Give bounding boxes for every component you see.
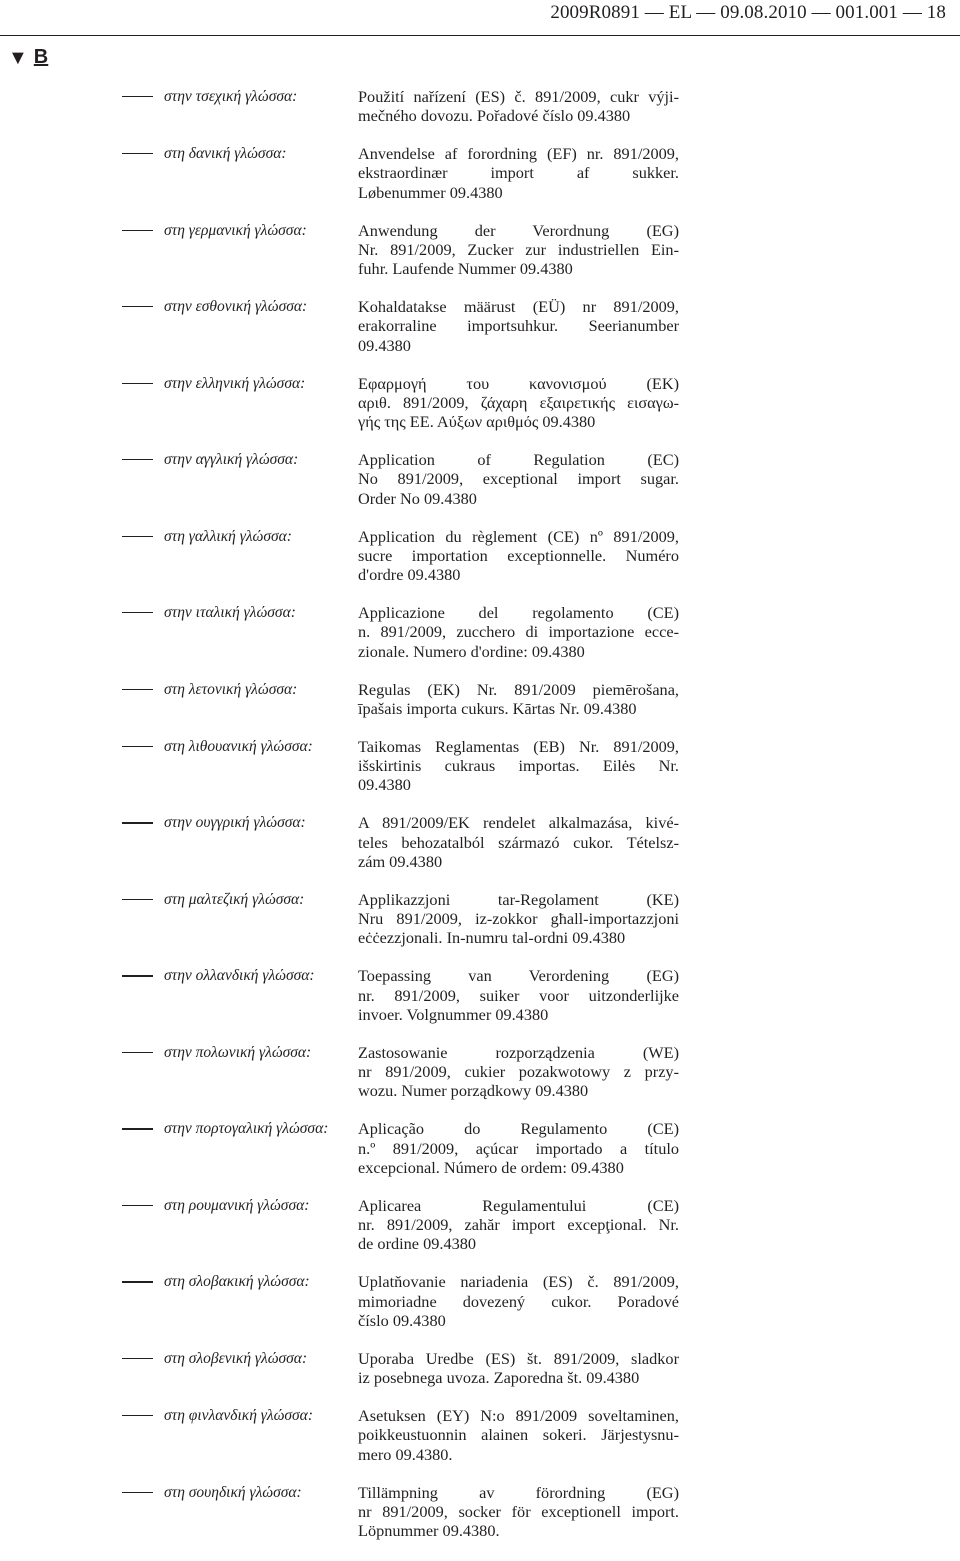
dash-marker bbox=[122, 975, 153, 976]
translation-line: nr. 891/2009, suiker voor uitzonderlijke bbox=[358, 985, 679, 1005]
translation-line: de ordine 09.4380 bbox=[358, 1234, 477, 1254]
translation-line: Anvendelse af forordning (EF) nr. 891/2009, bbox=[358, 144, 679, 164]
translation-line: Løbenummer 09.4380 bbox=[358, 182, 503, 202]
translation-line: d'ordre 09.4380 bbox=[358, 565, 461, 585]
dash-marker bbox=[122, 1358, 153, 1359]
language-label: στη ρουμανική γλώσσα: bbox=[164, 1196, 310, 1214]
language-label: στην αγγλική γλώσσα: bbox=[164, 451, 299, 469]
translation-line: Löpnummer 09.4380. bbox=[358, 1521, 500, 1541]
translation-text bbox=[358, 87, 679, 126]
translation-line: Regulas (EK) Nr. 891/2009 piemērošana, bbox=[358, 679, 679, 699]
translation-line: nr 891/2009, socker för exceptionell import. bbox=[358, 1501, 679, 1521]
translation-text bbox=[358, 813, 679, 871]
dash-marker bbox=[122, 459, 153, 460]
dash-marker bbox=[122, 822, 153, 823]
translation-line: Tillämpning av förordning (EG) bbox=[358, 1482, 679, 1502]
translation-line: mečného dovozu. Pořadové číslo 09.4380 bbox=[358, 106, 631, 126]
translation-line: Aplicarea Regulamentului (CE) bbox=[358, 1195, 679, 1215]
language-label: στη μαλτεζική γλώσσα: bbox=[164, 890, 305, 908]
translation-line: αριθ. 891/2009, ζάχαρη εξαιρετικής εισαγω- bbox=[358, 392, 679, 412]
translation-line: n. 891/2009, zucchero di importazione ecce- bbox=[358, 622, 679, 642]
language-label: στη φινλανδική γλώσσα: bbox=[164, 1407, 313, 1425]
translation-line: zám 09.4380 bbox=[358, 851, 443, 871]
translation-text bbox=[358, 1043, 679, 1101]
translation-line: Anwendung der Verordnung (EG) bbox=[358, 220, 679, 240]
translation-line: sucre importation exceptionnelle. Numéro bbox=[358, 545, 679, 565]
translation-line: Application of Regulation (EC) bbox=[358, 450, 679, 470]
dash-marker bbox=[122, 689, 153, 690]
translation-line: iz posebnega uvoza. Zaporedna št. 09.4380 bbox=[358, 1368, 640, 1388]
dash-marker bbox=[122, 383, 153, 384]
dash-marker bbox=[122, 230, 153, 231]
language-label: στην ολλανδική γλώσσα: bbox=[164, 967, 315, 985]
translation-line: Applikazzjoni tar-Regolament (KE) bbox=[358, 889, 679, 909]
translation-line: Uporaba Uredbe (ES) št. 891/2009, sladkor bbox=[358, 1348, 679, 1368]
language-label: στην εσθονική γλώσσα: bbox=[164, 298, 308, 316]
translation-line: mero 09.4380. bbox=[358, 1444, 453, 1464]
translation-line: Použití nařízení (ES) č. 891/2009, cukr výji- bbox=[358, 87, 679, 106]
translation-text bbox=[358, 737, 679, 795]
translation-line: Zastosowanie rozporządzenia (WE) bbox=[358, 1042, 679, 1062]
translation-line: poikkeustuonnin alainen sokeri. Järjestysnu- bbox=[358, 1425, 679, 1445]
translation-line: číslo 09.4380 bbox=[358, 1310, 446, 1330]
translation-line: Asetuksen (EY) N:o 891/2009 soveltaminen, bbox=[358, 1406, 679, 1426]
dash-marker bbox=[122, 153, 153, 154]
dash-marker bbox=[122, 306, 153, 307]
translation-text bbox=[358, 221, 679, 279]
language-label: στην ουγγρική γλώσσα: bbox=[164, 814, 306, 832]
language-label: στη σλοβακική γλώσσα: bbox=[164, 1273, 310, 1291]
dash-marker bbox=[122, 746, 153, 747]
translation-line: wozu. Numer porządkowy 09.4380 bbox=[358, 1081, 589, 1101]
translation-line: Aplicação do Regulamento (CE) bbox=[358, 1119, 679, 1139]
translation-line: Kohaldatakse määrust (EÜ) nr 891/2009, bbox=[358, 297, 679, 317]
translation-line: Nr. 891/2009, Zucker zur industriellen Ein- bbox=[358, 239, 679, 259]
language-label: στη σλοβενική γλώσσα: bbox=[164, 1349, 308, 1367]
translation-line: Applicazione del regolamento (CE) bbox=[358, 603, 679, 623]
translation-line: eċċezzjonali. In-numru tal-ordni 09.4380 bbox=[358, 928, 626, 948]
translation-text bbox=[358, 527, 679, 585]
translation-line: excepcional. Número de ordem: 09.4380 bbox=[358, 1157, 624, 1177]
translation-line: Uplatňovanie nariadenia (ES) č. 891/2009, bbox=[358, 1272, 679, 1292]
language-label: στη λιθουανική γλώσσα: bbox=[164, 737, 313, 755]
dash-marker bbox=[122, 96, 153, 97]
dash-marker bbox=[122, 1205, 153, 1206]
language-label: στην τσεχική γλώσσα: bbox=[164, 88, 298, 105]
translation-line: Order No 09.4380 bbox=[358, 488, 477, 508]
translation-text bbox=[358, 603, 679, 661]
translation-line: γής της ΕΕ. Αύξων αριθμός 09.4380 bbox=[358, 412, 596, 432]
translation-text bbox=[358, 374, 679, 432]
dash-marker bbox=[122, 1415, 153, 1416]
language-label: στη γαλλική γλώσσα: bbox=[164, 527, 292, 545]
dash-marker bbox=[122, 536, 153, 537]
dash-marker bbox=[122, 1128, 153, 1129]
translation-line: Taikomas Reglamentas (EB) Nr. 891/2009, bbox=[358, 736, 679, 756]
translation-line: A 891/2009/EK rendelet alkalmazása, kivé- bbox=[358, 813, 679, 833]
translation-line: Εφαρμογή του κανονισμού (ΕΚ) bbox=[358, 373, 679, 393]
translation-line: Nru 891/2009, iz-zokkor għall-importazzjoni bbox=[358, 909, 679, 929]
translation-line: išskirtinis cukraus importas. Eilės Nr. bbox=[358, 756, 679, 776]
amendment-marker bbox=[8, 46, 48, 69]
translation-line: fuhr. Laufende Nummer 09.4380 bbox=[358, 259, 573, 279]
translation-line: 09.4380 bbox=[358, 775, 411, 795]
language-label: στη σουηδική γλώσσα: bbox=[164, 1483, 302, 1501]
triangle-down-icon: ▼ bbox=[8, 46, 28, 69]
language-label: στη γερμανική γλώσσα: bbox=[164, 221, 307, 239]
translation-text bbox=[358, 1119, 679, 1177]
language-label: στη λετονική γλώσσα: bbox=[164, 680, 298, 698]
translation-text bbox=[358, 890, 679, 948]
dash-marker bbox=[122, 899, 153, 900]
translation-line: Toepassing van Verordening (EG) bbox=[358, 966, 679, 986]
translation-line: nr 891/2009, cukier pozakwotowy z przy- bbox=[358, 1062, 679, 1082]
translation-line: No 891/2009, exceptional import sugar. bbox=[358, 469, 679, 489]
dash-marker bbox=[122, 1052, 153, 1053]
translation-line: 09.4380 bbox=[358, 335, 411, 355]
translation-text bbox=[358, 1483, 679, 1541]
dash-marker bbox=[122, 612, 153, 613]
translation-text bbox=[358, 1406, 679, 1464]
amendment-marker-label: B bbox=[33, 46, 49, 68]
translation-text bbox=[358, 450, 679, 508]
page-header bbox=[0, 0, 960, 36]
language-label: στη δανική γλώσσα: bbox=[164, 145, 287, 163]
translation-line: n.º 891/2009, açúcar importado a título bbox=[358, 1138, 679, 1158]
dash-marker bbox=[122, 1492, 153, 1493]
translation-line: nr. 891/2009, zahăr import excepţional. Nr. bbox=[358, 1215, 679, 1235]
translation-text bbox=[358, 680, 679, 719]
translation-line: zionale. Numero d'ordine: 09.4380 bbox=[358, 641, 585, 661]
translation-text bbox=[358, 966, 679, 1024]
translation-text bbox=[358, 144, 679, 202]
translation-line: mimoriadne dovezený cukor. Poradové bbox=[358, 1291, 679, 1311]
language-label: στην ελληνική γλώσσα: bbox=[164, 374, 306, 392]
dash-marker bbox=[122, 1281, 153, 1282]
translation-text bbox=[358, 1272, 679, 1330]
translation-text bbox=[358, 1349, 679, 1388]
document-reference: 2009R0891 — EL — 09.08.2010 — 001.001 — 18 bbox=[550, 2, 946, 23]
language-label: στην πορτογαλική γλώσσα: bbox=[164, 1120, 329, 1138]
translation-line: ekstraordinær import af sukker. bbox=[358, 163, 679, 183]
translation-line: invoer. Volgnummer 09.4380 bbox=[358, 1004, 549, 1024]
language-label: στην ιταλική γλώσσα: bbox=[164, 604, 296, 622]
translation-line: teles behozatalból származó cukor. Tételsz- bbox=[358, 832, 679, 852]
language-label: στην πολωνική γλώσσα: bbox=[164, 1043, 312, 1061]
translation-line: erakorraline importsuhkur. Seerianumber bbox=[358, 316, 679, 336]
translation-line: Application du règlement (CE) nº 891/2009, bbox=[358, 526, 679, 546]
translation-line: īpašais importa cukurs. Kārtas Nr. 09.4380 bbox=[358, 698, 637, 718]
translation-text bbox=[358, 1196, 679, 1254]
translation-text bbox=[358, 297, 679, 355]
